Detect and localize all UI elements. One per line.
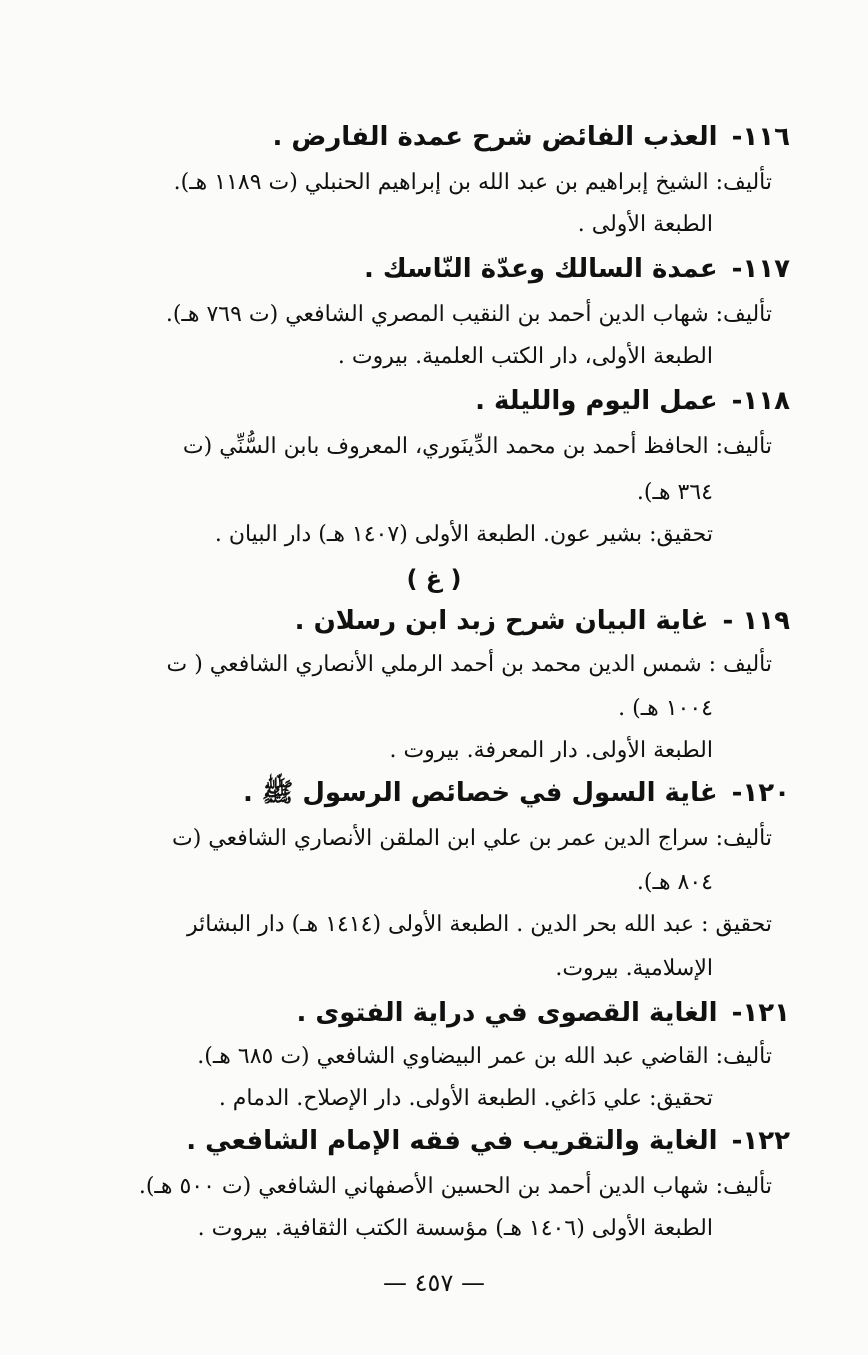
- entry-line: تأليف: الحافظ أحمد بن محمد الدِّينَوري، المعروف بابن السُّنِّي (ت: [182, 434, 772, 459]
- entry-title-122: [70, 1122, 790, 1160]
- entry-line: الإسلامية. بيروت.: [555, 956, 713, 981]
- entry-number: ١١٦-: [731, 122, 790, 152]
- page-number: — ٤٥٧ —: [383, 1269, 485, 1297]
- entry-line: ٨٠٤ هـ).: [636, 870, 713, 895]
- entry-title-117: [70, 250, 790, 288]
- entry-line: تأليف: الشيخ إبراهيم بن عبد الله بن إبراهيم الحنبلي (ت ١١٨٩ هـ).: [173, 170, 772, 195]
- entry-title-121: [70, 994, 790, 1032]
- entry-line: تحقيق: بشير عون. الطبعة الأولى (١٤٠٧ هـ) دار البيان .: [214, 522, 713, 547]
- entry-line: تأليف: شهاب الدين أحمد بن الحسين الأصفهاني الشافعي (ت ٥٠٠ هـ).: [138, 1174, 772, 1199]
- entry-title-119: [70, 602, 790, 640]
- entry-number: ١٢٠-: [731, 778, 790, 808]
- entry-line: الطبعة الأولى. دار المعرفة. بيروت .: [389, 738, 713, 763]
- entry-line: تأليف: القاضي عبد الله بن عمر البيضاوي الشافعي (ت ٦٨٥ هـ).: [197, 1044, 772, 1069]
- entry-line: الطبعة الأولى (١٤٠٦ هـ) مؤسسة الكتب الثقافية. بيروت .: [197, 1216, 713, 1241]
- entry-title-text: الغاية القصوى في دراية الفتوى .: [296, 998, 718, 1028]
- entry-line: تأليف : شمس الدين محمد بن أحمد الرملي الأنصاري الشافعي ( ت: [166, 652, 772, 677]
- entry-title-text: عمدة السالك وعدّة النّاسك .: [363, 254, 718, 284]
- entry-number: ١١٨-: [731, 386, 790, 416]
- entry-title-text: العذب الفائض شرح عمدة الفارض .: [272, 122, 718, 152]
- section-letter: ( غ ): [406, 565, 462, 593]
- entry-line: ١٠٠٤ هـ) .: [618, 696, 713, 721]
- entry-title-116: [70, 118, 790, 156]
- entry-title-text: غاية السول في خصائص الرسول ﷺ .: [242, 778, 718, 808]
- entry-number: ١١٧-: [731, 254, 790, 284]
- entry-line: تأليف: شهاب الدين أحمد بن النقيب المصري الشافعي (ت ٧٦٩ هـ).: [165, 302, 772, 327]
- entry-line: تحقيق : عبد الله بحر الدين . الطبعة الأولى (١٤١٤ هـ) دار البشائر: [187, 912, 772, 937]
- entry-line: تأليف: سراج الدين عمر بن علي ابن الملقن الأنصاري الشافعي (ت: [172, 826, 772, 851]
- entry-title-118: [70, 382, 790, 420]
- entry-number: ١٢١-: [731, 998, 790, 1028]
- entry-number: ١٢٢-: [731, 1126, 790, 1156]
- entry-line: الطبعة الأولى .: [577, 212, 713, 237]
- entry-line: ٣٦٤ هـ).: [636, 480, 713, 505]
- entry-title-text: غاية البيان شرح زبد ابن رسلان .: [294, 606, 709, 636]
- entry-title-120: [70, 774, 790, 812]
- entry-title-text: الغاية والتقريب في فقه الإمام الشافعي .: [186, 1126, 718, 1156]
- entry-line: تحقيق: علي دَاغي. الطبعة الأولى. دار الإصلاح. الدمام .: [218, 1086, 713, 1111]
- entry-title-text: عمل اليوم والليلة .: [475, 386, 718, 416]
- entry-number: ١١٩ -: [722, 606, 790, 636]
- entry-line: الطبعة الأولى، دار الكتب العلمية. بيروت .: [337, 344, 713, 369]
